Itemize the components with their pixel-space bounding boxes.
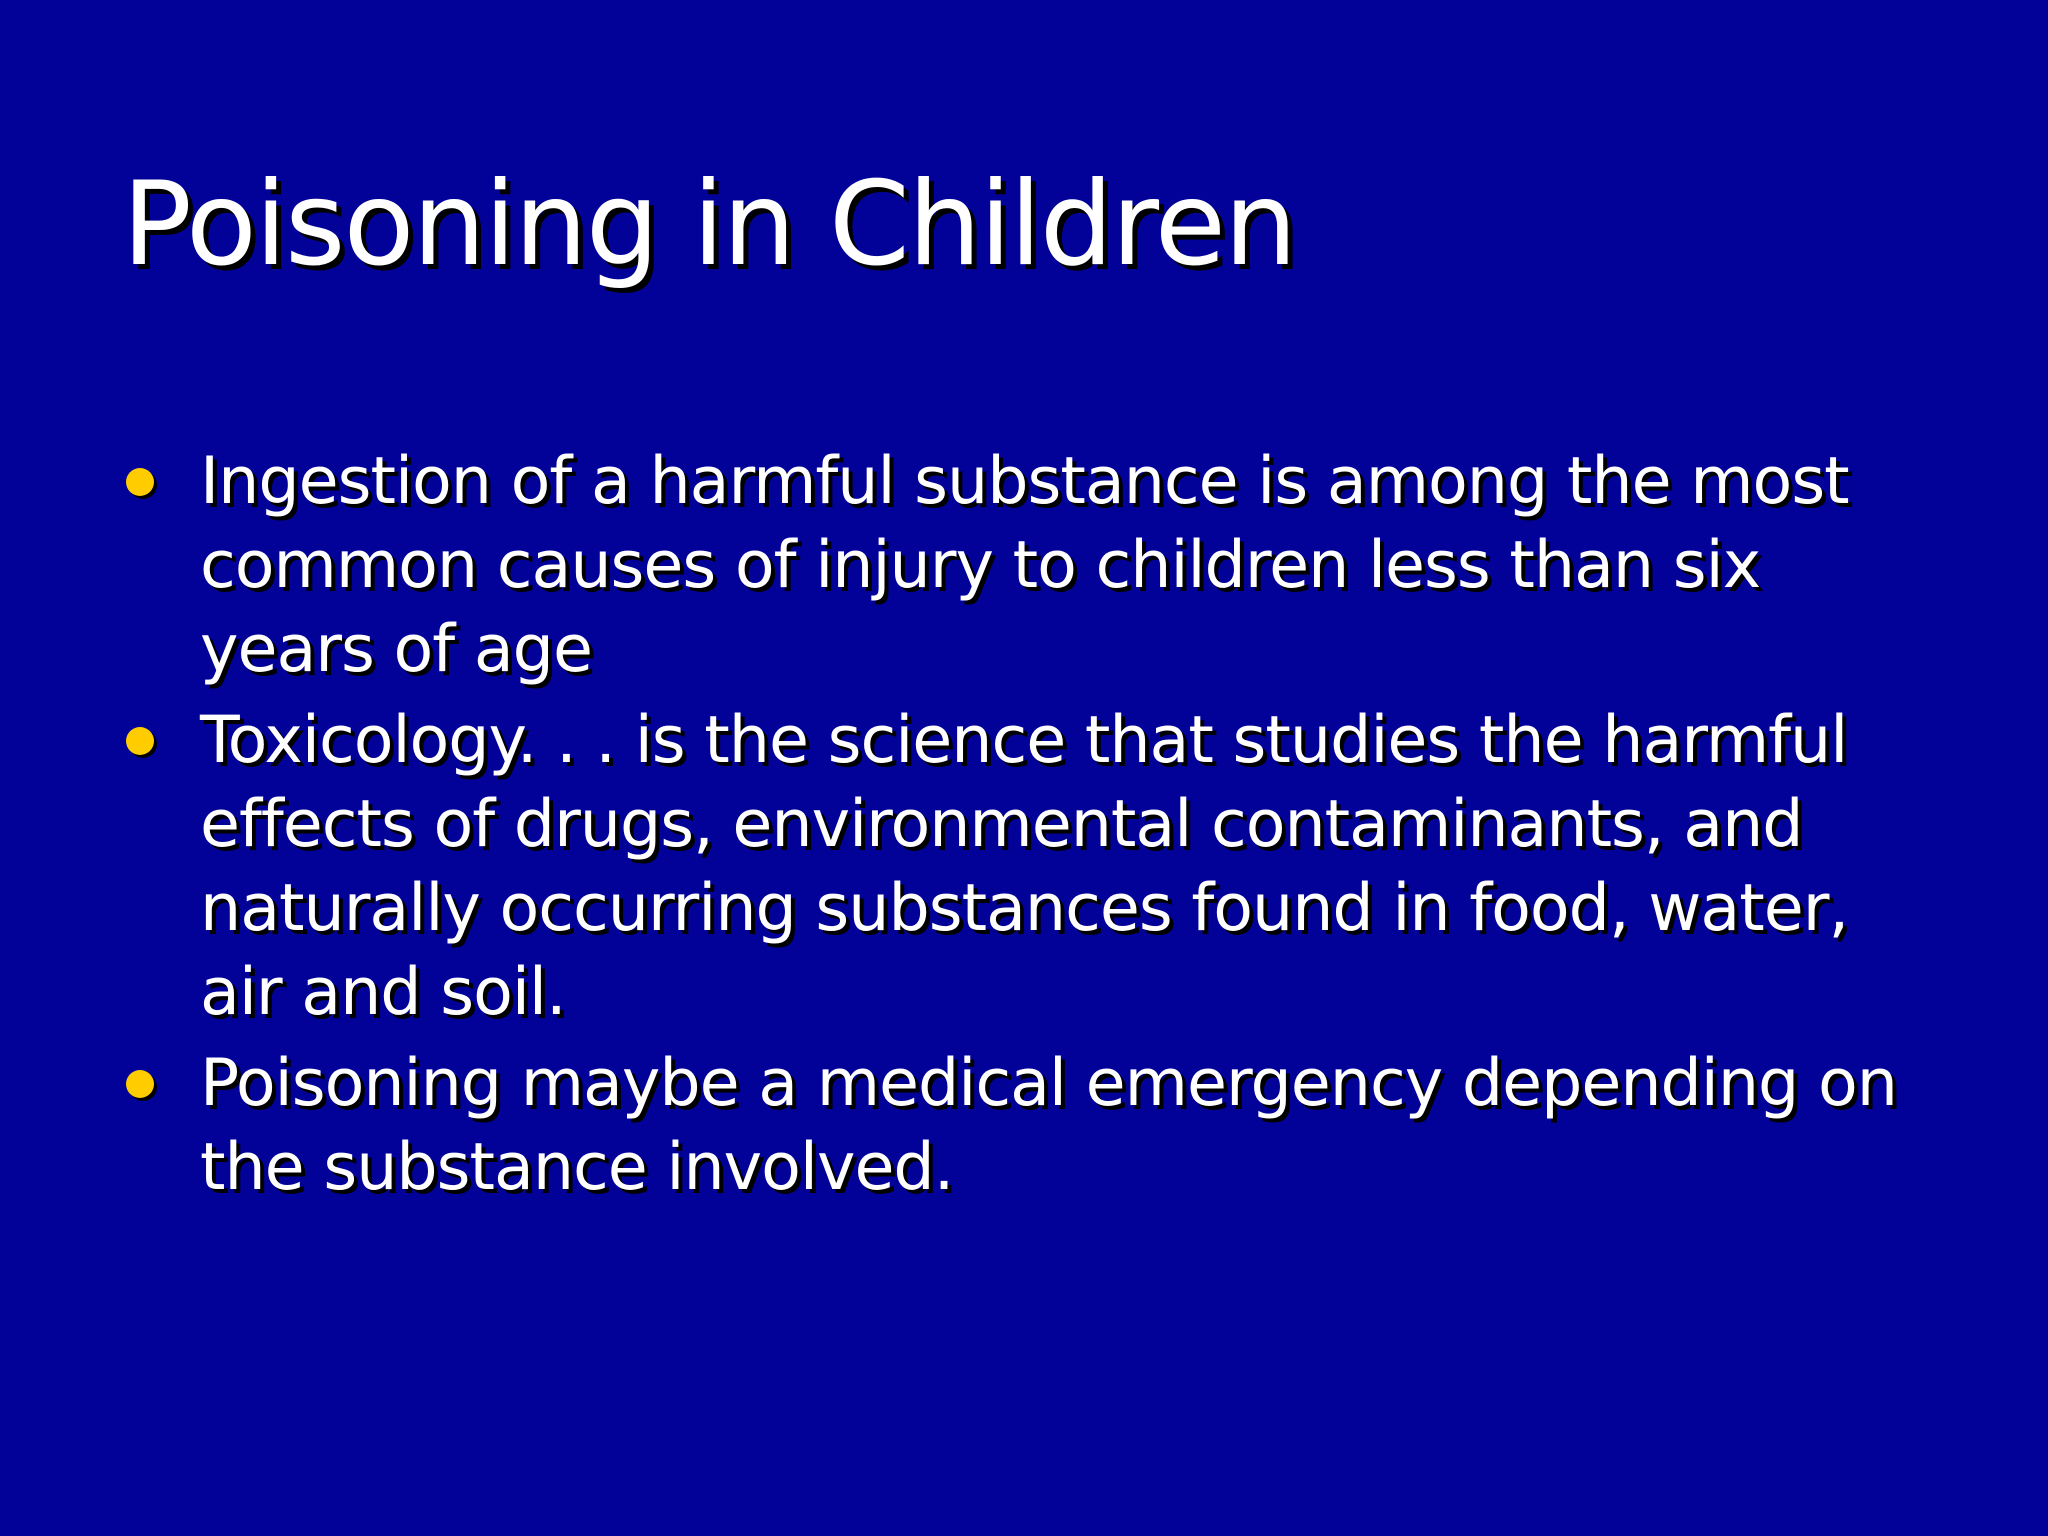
bullet-dot-icon <box>126 468 154 496</box>
bullet-text: Ingestion of a harmful substance is among the most common causes of injury to children less than six years of age <box>200 444 1849 687</box>
bullet-item <box>122 1042 1942 1210</box>
bullet-dot-icon <box>126 1070 154 1098</box>
bullet-dot-icon <box>126 727 154 755</box>
bullet-list <box>122 440 1942 1217</box>
bullet-item <box>122 440 1942 692</box>
bullet-text: Toxicology. . . is the science that studies the harmful effects of drugs, environmental contaminants, and naturally occurring substances found in food, water, air and soil. <box>200 703 1849 1030</box>
bullet-item <box>122 699 1942 1035</box>
slide-title: Poisoning in Children <box>122 157 1296 292</box>
bullet-text: Poisoning maybe a medical emergency depending on the substance involved. <box>200 1046 1897 1205</box>
